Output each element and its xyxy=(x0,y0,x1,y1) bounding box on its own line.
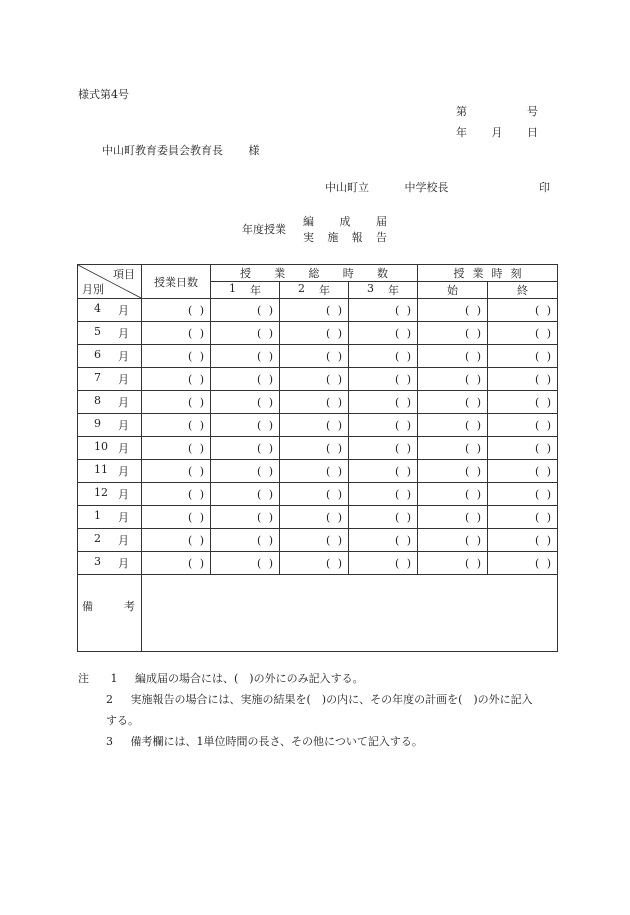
month-label: 1 月 xyxy=(78,506,142,529)
start-input-cell[interactable]: ( ) xyxy=(418,368,488,391)
notes-label: 注 xyxy=(78,672,89,685)
year2-input-cell[interactable]: ( ) xyxy=(280,368,349,391)
year1-input-cell[interactable]: ( ) xyxy=(211,460,280,483)
month-row xyxy=(78,437,558,460)
year3-input-cell[interactable]: ( ) xyxy=(349,437,418,460)
end-input-cell[interactable]: ( ) xyxy=(488,460,558,483)
year3-input-cell[interactable]: ( ) xyxy=(349,299,418,322)
days-input-cell[interactable]: ( ) xyxy=(142,414,211,437)
days-input-cell[interactable]: ( ) xyxy=(142,322,211,345)
days-input-cell[interactable]: ( ) xyxy=(142,368,211,391)
header-year-3: 3 年 xyxy=(349,282,418,299)
header-year-2: 2 年 xyxy=(280,282,349,299)
addressee-honorific: 様 xyxy=(248,144,260,157)
title-prefix: 年度授業 xyxy=(242,223,286,236)
year1-input-cell[interactable]: ( ) xyxy=(211,368,280,391)
year1-input-cell[interactable]: ( ) xyxy=(211,322,280,345)
date-month: 月 xyxy=(491,126,503,139)
days-input-cell[interactable]: ( ) xyxy=(142,460,211,483)
year1-input-cell[interactable]: ( ) xyxy=(211,483,280,506)
end-input-cell[interactable]: ( ) xyxy=(488,437,558,460)
start-input-cell[interactable]: ( ) xyxy=(418,345,488,368)
addressee-name: 中山町教育委員会教育長 xyxy=(102,144,223,157)
note-1: 注 1 編成届の場合には、( )の外にのみ記入する。 xyxy=(78,672,364,685)
year2-input-cell[interactable]: ( ) xyxy=(280,322,349,345)
year3-input-cell[interactable]: ( ) xyxy=(349,552,418,575)
year3-input-cell[interactable]: ( ) xyxy=(349,529,418,552)
month-label: 2 月 xyxy=(78,529,142,552)
year1-input-cell[interactable]: ( ) xyxy=(211,345,280,368)
header-month-label: 月別 xyxy=(82,283,104,296)
month-label: 11 月 xyxy=(78,460,142,483)
start-input-cell[interactable]: ( ) xyxy=(418,552,488,575)
year2-input-cell[interactable]: ( ) xyxy=(280,391,349,414)
year3-input-cell[interactable]: ( ) xyxy=(349,322,418,345)
month-label: 4 月 xyxy=(78,299,142,322)
month-row xyxy=(78,345,558,368)
end-input-cell[interactable]: ( ) xyxy=(488,368,558,391)
month-row xyxy=(78,529,558,552)
year2-input-cell[interactable]: ( ) xyxy=(280,483,349,506)
seal-mark: 印 xyxy=(539,181,550,194)
document-number xyxy=(456,103,538,119)
end-input-cell[interactable]: ( ) xyxy=(488,552,558,575)
end-input-cell[interactable]: ( ) xyxy=(488,414,558,437)
start-input-cell[interactable]: ( ) xyxy=(418,391,488,414)
month-label: 10 月 xyxy=(78,437,142,460)
header-year-1: 1 年 xyxy=(211,282,280,299)
month-rows xyxy=(78,299,558,575)
header-total-hours: 授 業 総 時 数 xyxy=(211,265,418,282)
start-input-cell[interactable]: ( ) xyxy=(418,322,488,345)
year1-input-cell[interactable]: ( ) xyxy=(211,414,280,437)
year2-input-cell[interactable]: ( ) xyxy=(280,299,349,322)
date-day: 日 xyxy=(527,126,538,139)
year1-input-cell[interactable]: ( ) xyxy=(211,506,280,529)
year1-input-cell[interactable]: ( ) xyxy=(211,552,280,575)
end-input-cell[interactable]: ( ) xyxy=(488,483,558,506)
sender xyxy=(325,179,449,195)
year2-input-cell[interactable]: ( ) xyxy=(280,414,349,437)
month-row xyxy=(78,368,558,391)
days-input-cell[interactable]: ( ) xyxy=(142,345,211,368)
note-2: 2 実施報告の場合には、実施の結果を( )の内に、その年度の計画を( )の外に記入 xyxy=(106,693,533,706)
month-row xyxy=(78,391,558,414)
start-input-cell[interactable]: ( ) xyxy=(418,506,488,529)
days-input-cell[interactable]: ( ) xyxy=(142,437,211,460)
month-row xyxy=(78,483,558,506)
days-input-cell[interactable]: ( ) xyxy=(142,529,211,552)
remarks-field[interactable] xyxy=(142,575,558,652)
end-input-cell[interactable]: ( ) xyxy=(488,299,558,322)
end-input-cell[interactable]: ( ) xyxy=(488,322,558,345)
month-label: 9 月 xyxy=(78,414,142,437)
days-input-cell[interactable]: ( ) xyxy=(142,483,211,506)
year3-input-cell[interactable]: ( ) xyxy=(349,460,418,483)
month-row xyxy=(78,460,558,483)
date-year: 年 xyxy=(456,126,467,139)
remarks-label-cell: 備 考 xyxy=(78,575,142,652)
year3-input-cell[interactable]: ( ) xyxy=(349,483,418,506)
month-label: 5 月 xyxy=(78,322,142,345)
start-input-cell[interactable]: ( ) xyxy=(418,299,488,322)
start-input-cell[interactable]: ( ) xyxy=(418,414,488,437)
year3-input-cell[interactable]: ( ) xyxy=(349,391,418,414)
days-input-cell[interactable]: ( ) xyxy=(142,506,211,529)
year2-input-cell[interactable]: ( ) xyxy=(280,345,349,368)
title-option-report: 実 施 報 告 xyxy=(303,231,387,244)
days-input-cell[interactable]: ( ) xyxy=(142,391,211,414)
notes-section xyxy=(78,668,558,752)
doc-no-prefix: 第 xyxy=(456,105,467,118)
days-input-cell[interactable]: ( ) xyxy=(142,552,211,575)
sender-org: 中山町立 xyxy=(325,181,369,194)
header-start: 始 xyxy=(418,282,488,299)
header-class-time: 授 業 時 刻 xyxy=(418,265,558,282)
month-row xyxy=(78,299,558,322)
year2-input-cell[interactable]: ( ) xyxy=(280,506,349,529)
month-row xyxy=(78,322,558,345)
month-row xyxy=(78,506,558,529)
year1-input-cell[interactable]: ( ) xyxy=(211,529,280,552)
year3-input-cell[interactable]: ( ) xyxy=(349,345,418,368)
days-input-cell[interactable]: ( ) xyxy=(142,299,211,322)
header-days: 授業日数 xyxy=(142,265,211,299)
year3-input-cell[interactable]: ( ) xyxy=(349,414,418,437)
year2-input-cell[interactable]: ( ) xyxy=(280,460,349,483)
end-input-cell[interactable]: ( ) xyxy=(488,345,558,368)
year1-input-cell[interactable]: ( ) xyxy=(211,437,280,460)
start-input-cell[interactable]: ( ) xyxy=(418,437,488,460)
year1-input-cell[interactable]: ( ) xyxy=(211,391,280,414)
year1-input-cell[interactable]: ( ) xyxy=(211,299,280,322)
end-input-cell[interactable]: ( ) xyxy=(488,391,558,414)
start-input-cell[interactable]: ( ) xyxy=(418,529,488,552)
start-input-cell[interactable]: ( ) xyxy=(418,460,488,483)
month-label: 6 月 xyxy=(78,345,142,368)
end-input-cell[interactable]: ( ) xyxy=(488,529,558,552)
header-end: 終 xyxy=(488,282,558,299)
month-row xyxy=(78,414,558,437)
start-input-cell[interactable]: ( ) xyxy=(418,483,488,506)
doc-no-suffix: 号 xyxy=(527,105,538,118)
end-input-cell[interactable]: ( ) xyxy=(488,506,558,529)
note-2-continued: する。 xyxy=(106,714,139,727)
month-label: 12 月 xyxy=(78,483,142,506)
year2-input-cell[interactable]: ( ) xyxy=(280,552,349,575)
header-diagonal-cell xyxy=(78,265,142,299)
month-row xyxy=(78,552,558,575)
note-3: 3 備考欄には、1単位時間の長さ、その他について記入する。 xyxy=(106,735,423,748)
month-label: 7 月 xyxy=(78,368,142,391)
year3-input-cell[interactable]: ( ) xyxy=(349,368,418,391)
form-number: 様式第4号 xyxy=(78,88,129,101)
report-table xyxy=(77,264,558,652)
title-option-notification: 編 成 届 xyxy=(303,215,387,228)
sender-title: 中学校長 xyxy=(404,181,449,194)
month-label: 8 月 xyxy=(78,391,142,414)
month-label: 3 月 xyxy=(78,552,142,575)
year3-input-cell[interactable]: ( ) xyxy=(349,506,418,529)
year2-input-cell[interactable]: ( ) xyxy=(280,437,349,460)
header-item-label: 項目 xyxy=(113,268,135,281)
addressee xyxy=(102,142,260,158)
document-date xyxy=(456,124,538,140)
year2-input-cell[interactable]: ( ) xyxy=(280,529,349,552)
